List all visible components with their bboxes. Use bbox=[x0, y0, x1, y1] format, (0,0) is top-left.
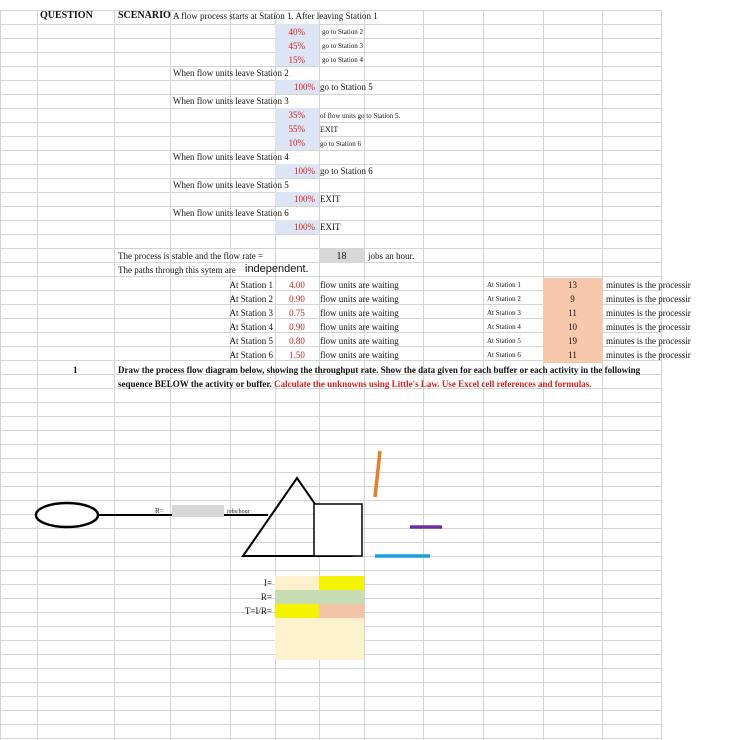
processing-value: 9 bbox=[570, 294, 575, 304]
processing-value: 10 bbox=[568, 322, 577, 332]
waiting-station: At Station 4 bbox=[229, 322, 273, 332]
r-label: R= bbox=[155, 507, 164, 515]
waiting-value: 4.00 bbox=[289, 280, 305, 290]
waiting-text: flow units are waiting bbox=[320, 280, 399, 290]
processing-text: minutes is the processir bbox=[606, 280, 691, 290]
route-pct: 100% bbox=[294, 166, 315, 176]
instructions-line-1: Draw the process flow diagram below, showing the throughput rate. Show the data given for each buffer or each activity in the following bbox=[118, 365, 641, 375]
processing-station: At Station 6 bbox=[487, 351, 521, 359]
processing-station: At Station 3 bbox=[487, 309, 521, 317]
processing-station: At Station 1 bbox=[487, 281, 521, 289]
processing-text: minutes is the processir bbox=[606, 350, 691, 360]
route-dest: go to Station 6 bbox=[320, 140, 362, 148]
flow-rate-unit: jobs an hour. bbox=[368, 251, 415, 261]
waiting-station: At Station 3 bbox=[229, 308, 273, 318]
orange-line[interactable] bbox=[375, 451, 380, 497]
route-dest: go to Station 4 bbox=[322, 56, 364, 64]
route-pct: 45% bbox=[288, 41, 305, 51]
route-pct: 40% bbox=[288, 27, 305, 37]
processing-value: 19 bbox=[568, 336, 577, 346]
instructions-line-2-black: sequence BELOW the activity or buffer. bbox=[118, 379, 275, 389]
start-ellipse[interactable] bbox=[36, 503, 98, 527]
scenario-intro: A flow process starts at Station 1. After leaving Station 1 bbox=[173, 11, 378, 21]
route-dest: of flow units go to Station 5. bbox=[320, 112, 401, 120]
waiting-station: At Station 5 bbox=[229, 336, 273, 346]
route-pct: 15% bbox=[288, 55, 305, 65]
question-number: 1 bbox=[73, 365, 78, 375]
leave-station-5: When flow units leave Station 5 bbox=[173, 180, 289, 190]
processing-text: minutes is the processir bbox=[606, 294, 691, 304]
waiting-text: flow units are waiting bbox=[320, 308, 399, 318]
leave-station-2: When flow units leave Station 2 bbox=[173, 68, 289, 78]
processing-value: 13 bbox=[568, 280, 577, 290]
r-calc-label: R= bbox=[260, 592, 272, 602]
question-header: QUESTION bbox=[40, 10, 93, 21]
r-value-box[interactable] bbox=[172, 505, 224, 517]
processing-text: minutes is the processir bbox=[606, 308, 691, 318]
r-unit: jobs/hour bbox=[227, 509, 250, 515]
flow-rate-value: 18 bbox=[336, 251, 347, 262]
waiting-value: 0.75 bbox=[289, 308, 305, 318]
t-label: T=I/R= bbox=[244, 606, 272, 616]
route-pct: 100% bbox=[294, 82, 315, 92]
route-pct: 100% bbox=[294, 194, 315, 204]
i-label: I= bbox=[263, 578, 272, 588]
leave-station-3: When flow units leave Station 3 bbox=[173, 96, 289, 106]
route-pct: 100% bbox=[294, 222, 315, 232]
route-dest: go to Station 5 bbox=[320, 82, 373, 92]
waiting-value: 0.90 bbox=[289, 322, 305, 332]
waiting-station: At Station 1 bbox=[229, 280, 273, 290]
waiting-value: 1.50 bbox=[289, 350, 305, 360]
waiting-text: flow units are waiting bbox=[320, 350, 399, 360]
processing-text: minutes is the processir bbox=[606, 322, 691, 332]
route-pct: 35% bbox=[288, 110, 305, 120]
route-pct: 10% bbox=[288, 138, 305, 148]
leave-station-6: When flow units leave Station 6 bbox=[173, 208, 289, 218]
waiting-text: flow units are waiting bbox=[320, 336, 399, 346]
waiting-station: At Station 6 bbox=[229, 350, 273, 360]
paths-prefix: The paths through this sytem are bbox=[118, 265, 236, 275]
processing-value: 11 bbox=[568, 350, 577, 360]
route-dest: EXIT bbox=[320, 222, 341, 232]
processing-station: At Station 2 bbox=[487, 295, 521, 303]
route-dest: go to Station 2 bbox=[322, 28, 364, 36]
route-dest: EXIT bbox=[320, 194, 341, 204]
waiting-station: At Station 2 bbox=[229, 294, 273, 304]
route-dest: go to Station 6 bbox=[320, 166, 373, 176]
activity-box[interactable] bbox=[314, 504, 362, 556]
waiting-value: 0.80 bbox=[289, 336, 305, 346]
flow-rate-label: The process is stable and the flow rate = bbox=[118, 251, 264, 261]
route-dest: go to Station 3 bbox=[322, 42, 364, 50]
processing-text: minutes is the processir bbox=[606, 336, 691, 346]
instructions-line-2-red: Calculate the unknowns using Little's Law. Use Excel cell references and formulas. bbox=[274, 379, 592, 389]
paths-word: independent. bbox=[245, 263, 309, 275]
leave-station-4: When flow units leave Station 4 bbox=[173, 152, 289, 162]
waiting-value: 0.90 bbox=[289, 294, 305, 304]
processing-station: At Station 5 bbox=[487, 337, 521, 345]
route-pct: 55% bbox=[288, 124, 305, 134]
processing-station: At Station 4 bbox=[487, 323, 521, 331]
scenario-header: SCENARIO bbox=[118, 10, 171, 21]
processing-value: 11 bbox=[568, 308, 577, 318]
waiting-text: flow units are waiting bbox=[320, 322, 399, 332]
route-dest: EXIT bbox=[320, 125, 339, 134]
waiting-text: flow units are waiting bbox=[320, 294, 399, 304]
